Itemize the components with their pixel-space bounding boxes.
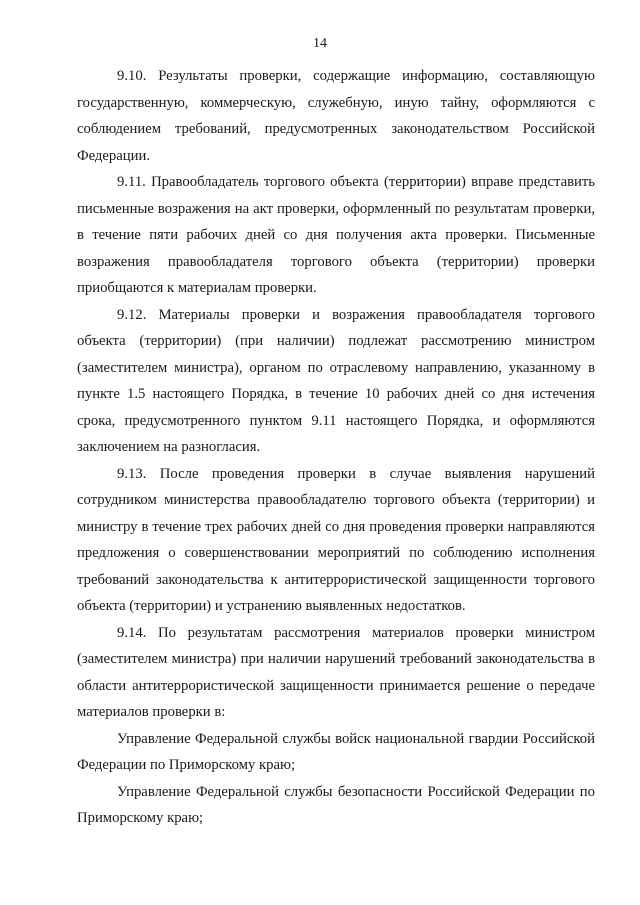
page-number: 14 — [313, 36, 327, 51]
paragraph-9-12: 9.12. Материалы проверки и возражения правообладателя торгового объекта (территории) (при наличии) подлежат рассмотрению министром (заместителем министра), органом по отраслевому направлению, указанному в пункте 1.5 настоящего Порядка, в течение 10 рабочих дней со дня истечения срока, предусмотренного пунктом 9.11 настоящего Порядка, и оформляются заключением на разногласия. — [77, 306, 595, 455]
paragraph-9-13: 9.13. После проведения проверки в случае выявления нарушений сотрудником министерства правообладателю торгового объекта (территории) и министру в течение трех рабочих дней со дня проведения проверки направляются предложения о совершенствовании мероприятий по соблюдению исполнения требований законодательства к антитеррористической защищенности торгового объекта (территории) и устранению выявленных недостатков. — [77, 465, 595, 614]
list-item-rosgvardia: Управление Федеральной службы войск национальной гвардии Российской Федерации по Приморскому краю; — [77, 730, 595, 773]
document-body — [77, 63, 595, 832]
list-item-fsb: Управление Федеральной службы безопасности Российской Федерации по Приморскому краю; — [77, 783, 595, 826]
paragraph-9-14: 9.14. По результатам рассмотрения материалов проверки министром (заместителем министра) при наличии нарушений требований законодательства в области антитеррористической защищенности принимается решение о передаче материалов проверки в: — [77, 624, 595, 720]
paragraph-9-10: 9.10. Результаты проверки, содержащие информацию, составляющую государственную, коммерческую, служебную, иную тайну, оформляются с соблюдением требований, предусмотренных законодательством Российской Федерации. — [77, 68, 595, 164]
paragraph-9-11: 9.11. Правообладатель торгового объекта (территории) вправе представить письменные возражения на акт проверки, оформленный по результатам проверки, в течение пяти рабочих дней со дня получения акта проверки. Письменные возражения правообладателя торгового объекта (территории) проверки приобщаются к материалам проверки. — [77, 174, 595, 296]
